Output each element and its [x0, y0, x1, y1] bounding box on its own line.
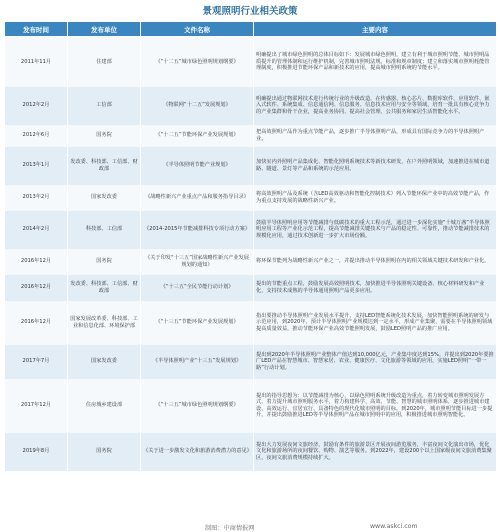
- row-date: 2016年12月: [5, 249, 68, 275]
- table-row: [5, 379, 497, 433]
- source-label: 制图：中商情报网: [205, 525, 255, 532]
- row-content: 提出到2020年半导体照明产业整体产值达到10,000亿元，产业集中度达到15%。并提出到2020年要推广LED产品在智慧城市、智慧家居、农业、健康医疗、文化旅游等领域的应用，实施LED照明“一带一路”行动计划。: [254, 345, 497, 379]
- table-row: [5, 125, 497, 147]
- row-date: 2016年12月: [5, 275, 68, 301]
- row-date: 2012年6月: [5, 125, 68, 147]
- row-file: 《2014-2015年节能减排科技专项行动方案》: [141, 211, 254, 249]
- table-row: [5, 87, 497, 125]
- row-content: 提出的节能重点工程，鼓励发展高效照明技术，加快推进半导体照明关键设备、核心材料研发和产业化，支持技术成熟的半导体通用照明产品更多应用。: [254, 275, 497, 301]
- table-row: [5, 275, 497, 301]
- page-title: 景观照明行业相关政策: [202, 6, 298, 17]
- row-dept: 国家发展改革委、科技部、工业和信息化部、环境保护部: [68, 301, 141, 345]
- row-dept: 科技部、工信部: [68, 211, 141, 249]
- row-content: 加快室内外照明产品集成化、智能化照明系统技术等新技术研发，在户外照明领域，加速推进在城市道路、隧道、景灯等产品和系统的示范应用。: [254, 147, 497, 185]
- row-dept: 国务院: [68, 125, 141, 147]
- header-date: 发布时间: [5, 22, 68, 37]
- row-dept: 住房城乡建设部: [68, 379, 141, 433]
- row-content: 提出大力发展夜间文旅经济，鼓励有条件的旅游景区开展夜间游览服务，丰富夜间文化演出市场，优化文化和旅游场所的夜间餐饮、购物、演艺等服务。到2022年，建设200个以上国家级夜间文旅消费集聚区，夜间文旅消费规模持续扩大。: [254, 433, 497, 471]
- row-date: 2016年12月: [5, 301, 68, 345]
- row-date: 2014年2月: [5, 211, 68, 249]
- table-row: [5, 37, 497, 87]
- table-row: [5, 147, 497, 185]
- row-content: 将环保节能列为战略性新兴产业之一，并提出推动半导体照明在内的相关领域关键技术研发和产业化。: [254, 249, 497, 275]
- table-row: [5, 433, 497, 471]
- row-date: 2013年1月: [5, 147, 68, 185]
- table-row: [5, 211, 497, 249]
- row-date: 2019年8月: [5, 433, 68, 471]
- row-file: 《“十二五”城市绿色照明规划纲要》: [141, 37, 254, 87]
- row-dept: 国家发改委: [68, 345, 141, 379]
- row-content: 指出要推动半导体照明产业发展水平提升，支持LED智能系统化技术发展，加快智能照明系统的研发与示范应用，到2020年，预计半导体照明产业规模达到一定水平，形成产业集聚，需要在半导体照明领域提高质量效益，推动节能环保产业高效节能照明发展，鼓励LED照明产品的推广应用。: [254, 301, 497, 345]
- table-row: [5, 345, 497, 379]
- row-dept: 国务院: [68, 433, 141, 471]
- row-dept: 发改委、科技部、工信部、财政部: [68, 275, 141, 301]
- source-url: www.askci.com: [370, 523, 418, 530]
- row-date: 2012年2月: [5, 87, 68, 125]
- row-file: 《“十三五”城市绿色照明规划纲要》: [141, 379, 254, 433]
- row-date: 2011年11月: [5, 37, 68, 87]
- table-body: [5, 37, 497, 471]
- table-header-row: [5, 22, 497, 37]
- policy-table: [4, 21, 497, 471]
- row-file: 《物联网“十二五”发展规划》: [141, 87, 254, 125]
- row-dept: 国务院: [68, 249, 141, 275]
- header-dept: 发布单位: [68, 22, 141, 37]
- row-file: 《关于印发“十三五”国家战略性新兴产业发展规划的通知》: [141, 249, 254, 275]
- row-file: 《“十三五”全民节能行动计划》: [141, 275, 254, 301]
- row-dept: 发改委、科技部、工信部、财政部: [68, 147, 141, 185]
- row-date: 2017年7月: [5, 345, 68, 379]
- row-file: 《“十二五”节能环保产业发展规划》: [141, 125, 254, 147]
- row-content: 把高效照明产品作为重点节能产品，逐步推广半导体照明产品，形成具有国际竞争力的半导体照明产业。: [254, 125, 497, 147]
- header-file: 文件名称: [141, 22, 254, 37]
- row-content: 明确提出了城市绿色照明的总体目标如下：发展城市绿色照明，建立有利于城市照明节能、城市照明品质提升的管理体制和运行维护机制，完善城市照明法规、标准和规章制度；建立和落实城市照明耗能管理制度，积极推进节能环保产品和新技术的应用，提高城市照明系统的节能水平。: [254, 37, 497, 87]
- table-row: [5, 185, 497, 211]
- header-content: 主要内容: [254, 22, 497, 37]
- row-file: 《“十三五”节能环保产业发展规划》: [141, 301, 254, 345]
- row-dept: 国家发改委: [68, 185, 141, 211]
- row-date: 2017年12月: [5, 379, 68, 433]
- row-content: 明确提出通过物联网技术进行传统行业的升级改造，在传感器、核心芯片、数据库软件、应用软件、嵌入式软件、系统集成、信息通信网、信息服务、信息技术应用与安全等领域，培育一批具有核心竞争力的产业集群和骨干企业，提高业务协同、提高社会管理、公共服务和家居生活智能化水平。: [254, 87, 497, 125]
- row-date: 2013年2月: [5, 185, 68, 211]
- row-file: 《半导体照明产业“十三五”发展规划》: [141, 345, 254, 379]
- row-file: 《关于进一步激发文化和旅游消费潜力的意见》: [141, 433, 254, 471]
- table-row: [5, 301, 497, 345]
- row-dept: 住建部: [68, 37, 141, 87]
- row-file: 《半导体照明节能产业规划》: [141, 147, 254, 185]
- row-dept: 工信部: [68, 87, 141, 125]
- row-content: 鼓励半导体照明应用等节能减排与低碳技术的重大工程示范，通过进一步深化实施“十城万盏”半导体照明应用工程等产业化示范工程，提高节能减排关键技术与产品的稳定性、可靠性，推动节能减排技术的规模化应用，通过技术创新进一步扩大市场份额。: [254, 211, 497, 249]
- table-row: [5, 249, 497, 275]
- row-content: 将高效照明产品及系统（含LED高效驱动和智能化控制技术）列入节能环保产业中的高效节能产品，作为重点支持发展的战略性新兴产业。: [254, 185, 497, 211]
- row-file: 《战略性新兴产业重点产品和服务指导目录》: [141, 185, 254, 211]
- row-content: 提出的指导思想为：以节能减排为核心，以绿色照明系统升级改造为重点，着力转变城市照明发展方式，着力提升城市照明服务水平，着力构建科学、高效、节能、智慧的城市照明体系，逐步推进城市建设、高效运行、宜居宜行、具备特色的现代化城市照明的目标。到2020年，城市照明节能目标进一步提升，并提出鼓励推进LED等半导体照明产品在城市照明中的应用，积极推进城市照明智能化。: [254, 379, 497, 433]
